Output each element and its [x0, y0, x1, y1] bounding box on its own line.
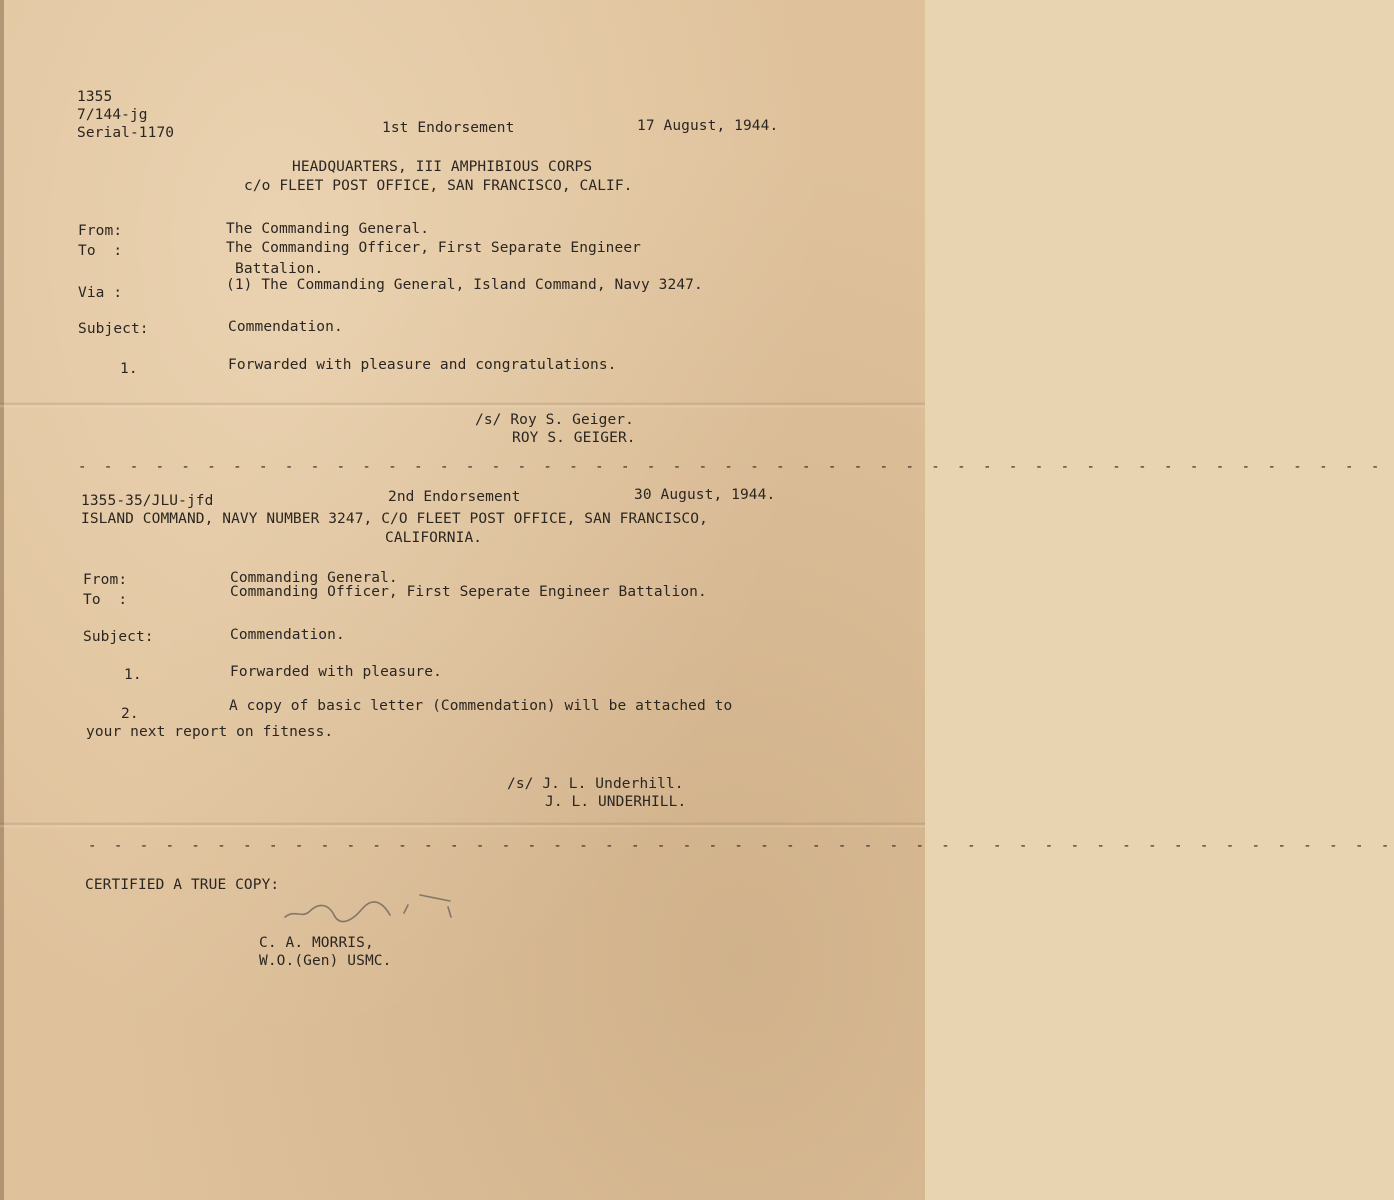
to-label-2: To :: [83, 592, 128, 608]
island-command-heading-1: ISLAND COMMAND, NAVY NUMBER 3247, C/O FLEET POST OFFICE, SAN FRANCISCO,: [81, 511, 708, 527]
subject-label-2: Subject:: [83, 629, 154, 645]
endorsement-date-2: 30 August, 1944.: [634, 487, 776, 503]
signature-line-2: /s/ J. L. Underhill.: [507, 776, 684, 792]
certifier-name: C. A. MORRIS,: [259, 935, 374, 951]
to-value-1-line-2: Battalion.: [235, 261, 324, 277]
subject-value-1: Commendation.: [228, 319, 343, 335]
paper-fold-lower: [0, 822, 925, 828]
paragraph-2-2-text-line-2: your next report on fitness.: [86, 724, 334, 740]
paragraph-2-1-number: 1.: [124, 667, 142, 683]
subject-value-2: Commendation.: [230, 627, 345, 643]
paragraph-2-2-number: 2.: [121, 706, 139, 722]
paper-fold-upper: [0, 402, 925, 408]
from-value-2: Commanding General.: [230, 570, 398, 586]
paragraph-2-2-text-line-1: A copy of basic letter (Commendation) will be attached to: [229, 698, 733, 714]
signature-name-2: J. L. UNDERHILL.: [545, 794, 687, 810]
paragraph-1-number: 1.: [120, 361, 138, 377]
to-label-1: To :: [78, 243, 123, 259]
endorsement-date-1: 17 August, 1944.: [637, 118, 779, 134]
signature-name-1: ROY S. GEIGER.: [512, 430, 636, 446]
from-value-1: The Commanding General.: [226, 221, 430, 237]
subject-label-1: Subject:: [78, 321, 149, 337]
from-label-1: From:: [78, 223, 123, 239]
heading-line-2: c/o FLEET POST OFFICE, SAN FRANCISCO, CALIF.: [244, 178, 633, 194]
paper-edge: [0, 0, 4, 1200]
endorsement-title-1: 1st Endorsement: [382, 120, 515, 136]
to-value-1-line-1: The Commanding Officer, First Separate Engineer: [226, 240, 641, 256]
file-number-2: 7/144-jg: [77, 107, 148, 123]
island-command-heading-2: CALIFORNIA.: [385, 530, 483, 546]
certifier-rank: W.O.(Gen) USMC.: [259, 953, 392, 969]
via-label: Via :: [78, 285, 123, 301]
file-number-3: 1355-35/JLU-jfd: [81, 493, 214, 509]
paragraph-1-text: Forwarded with pleasure and congratulations.: [228, 357, 617, 373]
certification-label: CERTIFIED A TRUE COPY:: [85, 877, 280, 893]
from-label-2: From:: [83, 572, 128, 588]
signature-line-1: /s/ Roy S. Geiger.: [475, 412, 634, 428]
file-number-1: 1355: [77, 89, 113, 105]
to-value-2: Commanding Officer, First Seperate Engineer Battalion.: [230, 584, 707, 600]
endorsement-title-2: 2nd Endorsement: [388, 489, 521, 505]
separator-line-2: - - - - - - - - - - - - - - - - - - - - - - - - - - - - - - - - - - - - - - - - - - - - - - - - - - -: [88, 838, 1394, 854]
serial-number: Serial-1170: [77, 125, 175, 141]
separator-line-1: - - - - - - - - - - - - - - - - - - - - - - - - - - - - - - - - - - - - - - - - - - - - - - - - - - -: [78, 459, 1384, 475]
heading-line-1: HEADQUARTERS, III AMPHIBIOUS CORPS: [292, 159, 593, 175]
handwritten-signature: [270, 885, 470, 925]
paragraph-2-1-text: Forwarded with pleasure.: [230, 664, 442, 680]
via-value: (1) The Commanding General, Island Command, Navy 3247.: [226, 277, 703, 293]
